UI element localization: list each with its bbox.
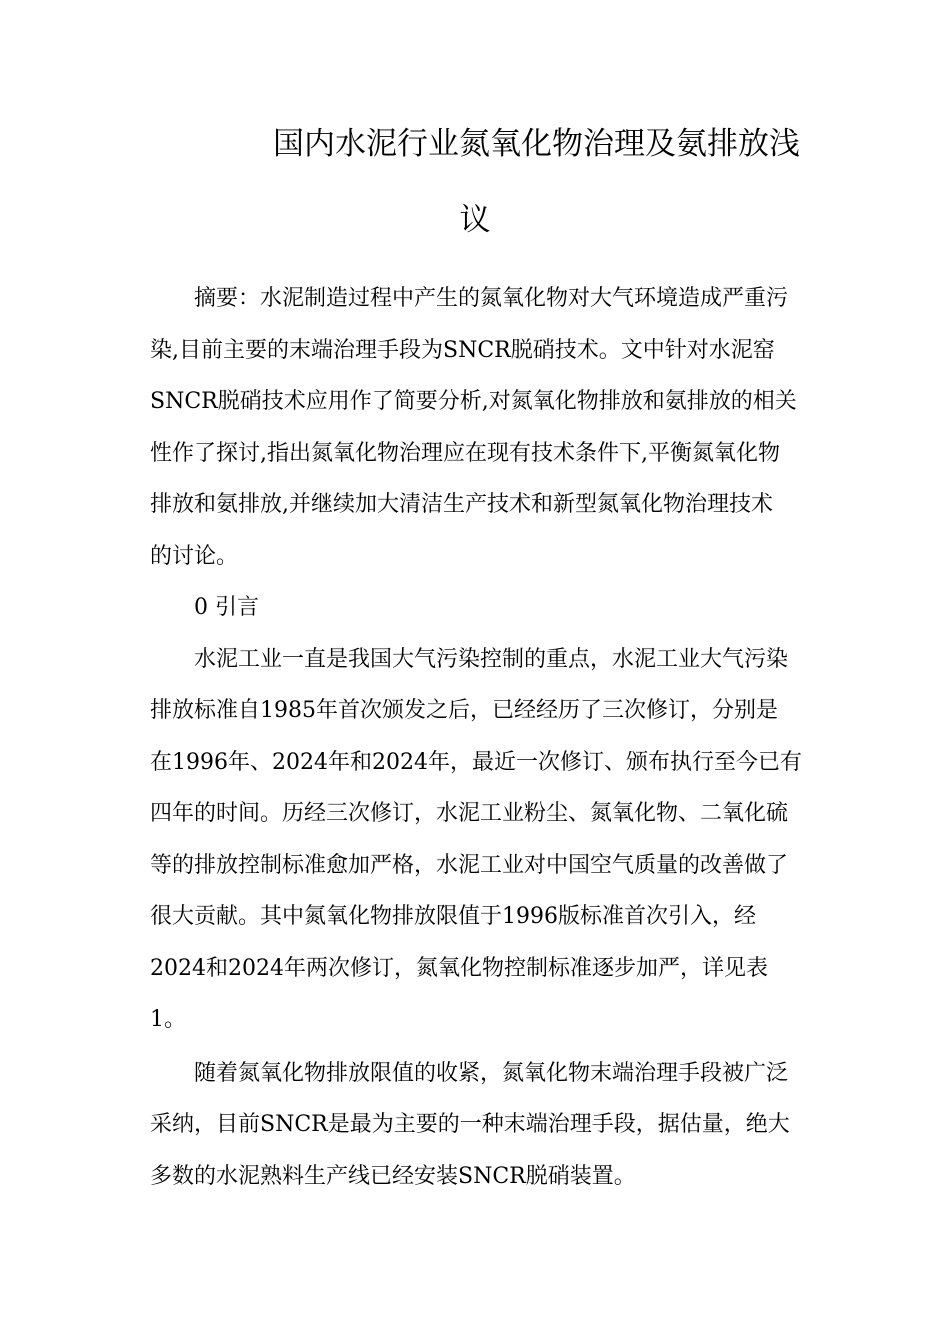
abstract-line: SNCR脱硝技术应用作了简要分析,对氮氧化物排放和氨排放的相关 [150,389,797,414]
paragraph-line: 多数的水泥熟料生产线已经安装SNCR脱硝装置。 [150,1163,636,1189]
paragraph-line: 随着氮氧化物排放限值的收紧，氮氧化物末端治理手段被广泛 [194,1060,789,1086]
paragraph-line: 在1996年、2024年和2024年，最近一次修订、颁布执行至今已有 [150,749,802,775]
abstract-line: 排放和氨排放,并继续加大清洁生产技术和新型氮氧化物治理技术 [150,492,773,517]
document-body [150,273,800,1202]
document-title-line-2: 议 [459,202,491,238]
paragraph-line: 很大贡献。其中氮氧化物排放限值于1996版标准首次引入，经 [150,904,756,929]
paragraph-line: 等的排放控制标准愈加严格，水泥工业对中国空气质量的改善做了 [150,852,789,878]
paragraph-line: 1。 [150,1007,186,1032]
abstract-line: 性作了探讨,指出氮氧化物治理应在现有技术条件下,平衡氮氧化物 [150,440,780,466]
paragraph-2 [150,1048,800,1203]
paragraph-line: 排放标准自1985年首次颁发之后，已经经历了三次修订，分别是 [150,698,778,723]
document-title-line-1: 国内水泥行业氮氧化物治理及氨排放浅 [273,126,800,162]
abstract-line: 摘要：水泥制造过程中产生的氮氧化物对大气环境造成严重污 [194,286,789,311]
abstract-line: 的讨论。 [150,543,239,569]
section-heading: 0 引言 [194,595,259,620]
paragraph-line: 四年的时间。历经三次修订，水泥工业粉尘、氮氧化物、二氧化硫 [150,801,789,826]
paragraph-line: 2024和2024年两次修订，氮氧化物控制标准逐步加严，详见表 [150,955,768,981]
paragraph-line: 采纳，目前SNCR是最为主要的一种末端治理手段，据估量，绝大 [150,1112,790,1137]
abstract [150,273,800,582]
abstract-line: 染,目前主要的末端治理手段为SNCR脱硝技术。文中针对水泥窑 [150,337,775,363]
paragraph-line: 水泥工业一直是我国大气污染控制的重点，水泥工业大气污染 [194,646,789,672]
paragraph-1 [150,634,800,1046]
